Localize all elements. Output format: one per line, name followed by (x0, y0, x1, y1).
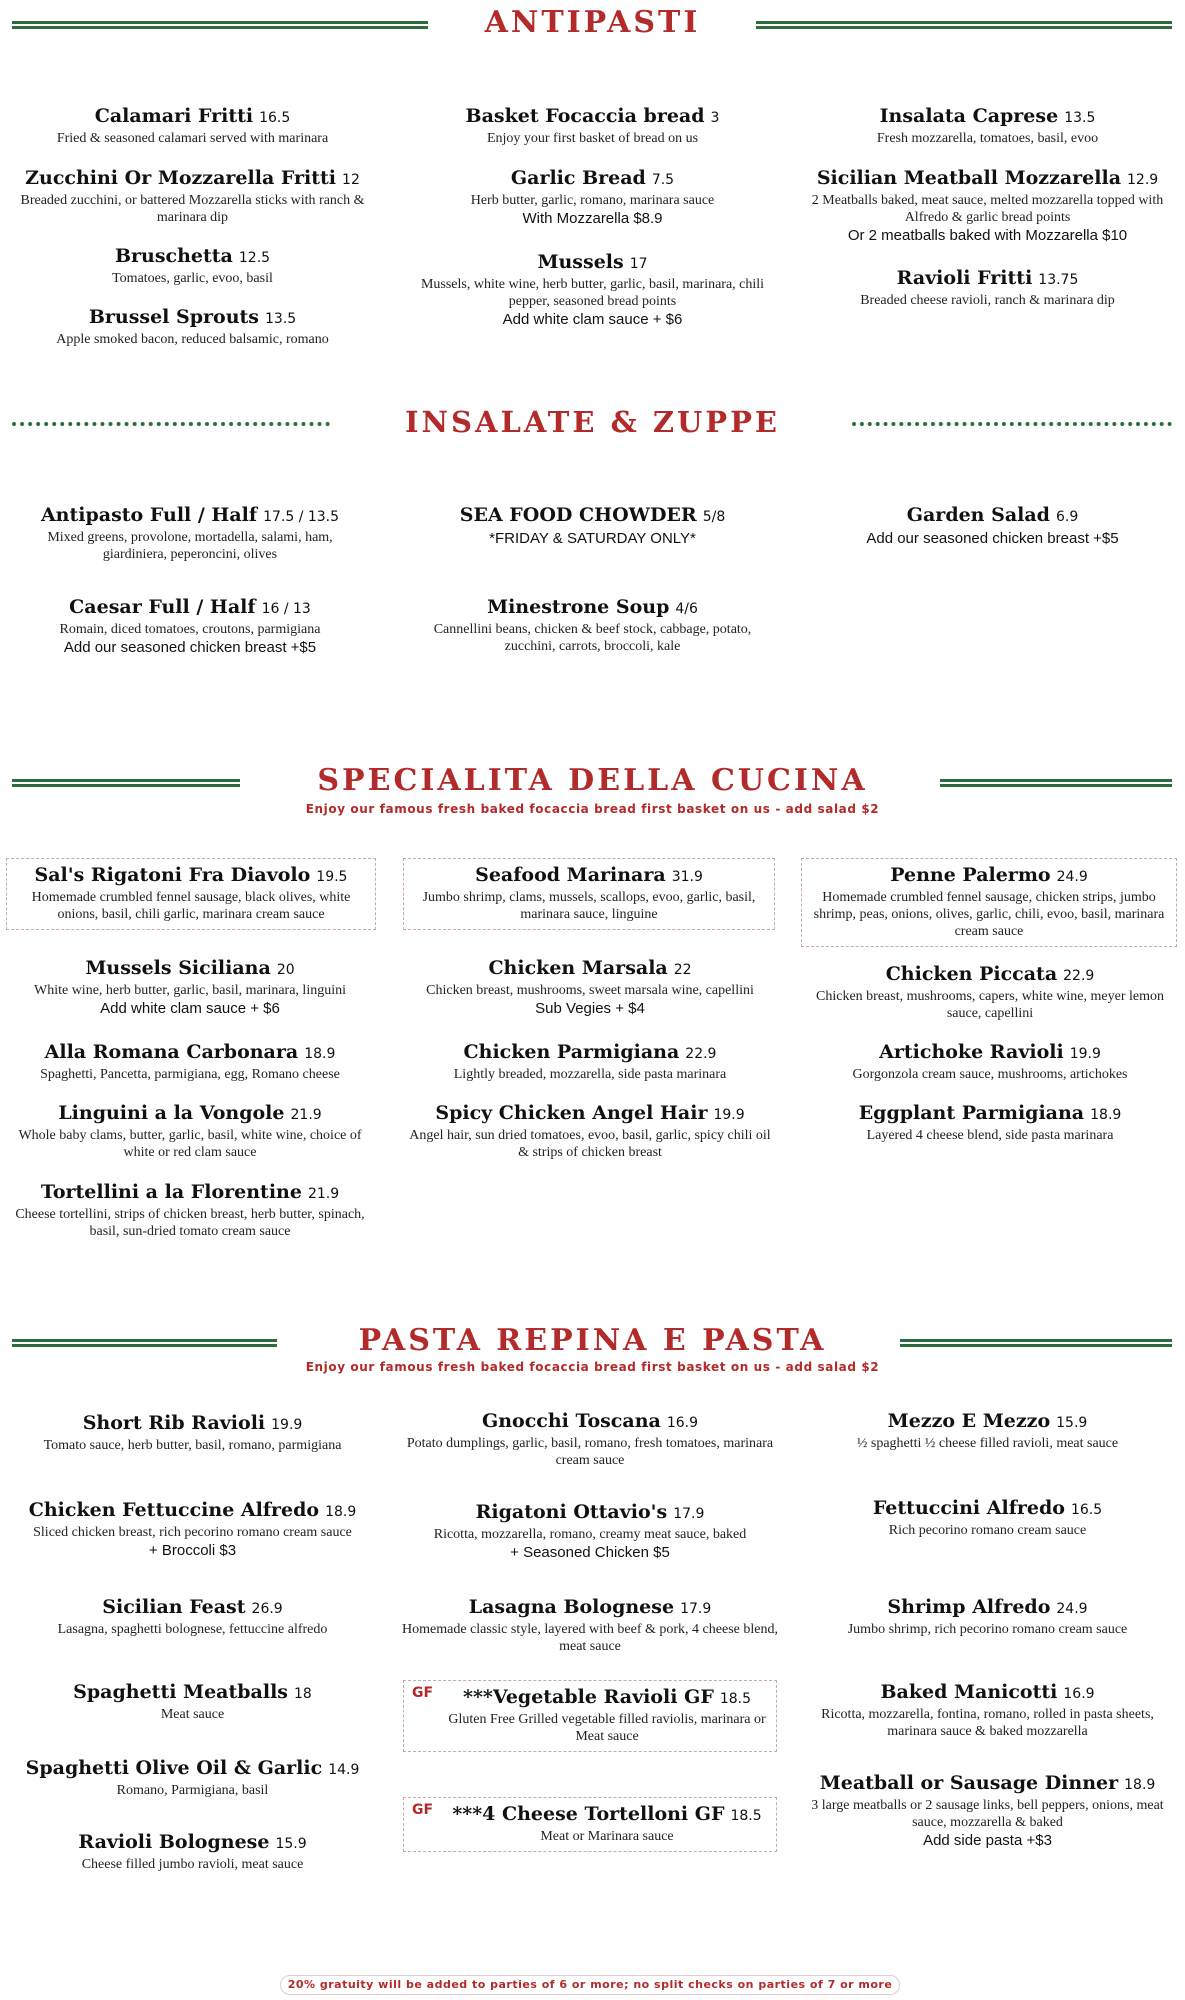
menu-item-gluten-free (403, 1797, 777, 1852)
item-price: 22.9 (685, 1046, 717, 1062)
item-name: Penne Palermo (890, 864, 1051, 886)
item-price: 21.9 (307, 1186, 340, 1202)
item-desc: Spaghetti, Pancetta, parmigiana, egg, Romano cheese (40, 1067, 340, 1082)
item-desc: Angel hair, sun dried tomatoes, evoo, basil, garlic, spicy chili oil & strips of chicken breast (409, 1128, 771, 1160)
item-price: 4/6 (675, 601, 698, 617)
menu-item (800, 166, 1175, 246)
item-desc: Chicken breast, mushrooms, sweet marsala wine, capellini (426, 983, 754, 998)
item-desc: Homemade crumbled fennel sausage, black olives, white onions, basil, chili garlic, marinara cream sauce (31, 890, 351, 922)
item-name: Chicken Piccata (885, 963, 1058, 985)
item-price: 6.9 (1055, 509, 1079, 525)
menu-item (10, 1680, 375, 1723)
item-desc: Romain, diced tomatoes, croutons, parmigiana (59, 622, 321, 637)
item-desc: Cannellini beans, chicken & beef stock, cabbage, potato, zucchini, carrots, broccoli, kale (433, 622, 752, 654)
menu-item (10, 1595, 375, 1638)
item-price: 15.9 (1056, 1415, 1088, 1431)
item-desc: Jumbo shrimp, clams, mussels, scallops, evoo, garlic, basil, marinara sauce, linguine (422, 890, 756, 922)
item-price: 15.9 (275, 1836, 307, 1852)
menu-item (10, 305, 375, 348)
menu-item (10, 1101, 370, 1161)
menu-item (805, 962, 1175, 1022)
menu-item (400, 104, 785, 147)
menu-item (10, 104, 375, 147)
section-title-specialita: SPECIALITA DELLA CUCINA (0, 766, 1185, 796)
item-price: 16.9 (666, 1415, 698, 1431)
item-name: Ravioli Bolognese (78, 1831, 270, 1853)
item-name: Chicken Marsala (488, 957, 668, 979)
menu-item (10, 244, 375, 287)
item-extra: + Seasoned Chicken $5 (510, 1544, 670, 1561)
menu-item-featured (403, 858, 775, 930)
menu-item (405, 956, 775, 1019)
menu-item (805, 1101, 1175, 1144)
item-desc: Chicken breast, mushrooms, capers, white wine, meyer lemon sauce, capellini (816, 989, 1164, 1021)
item-desc: Jumbo shrimp, rich pecorino romano cream sauce (847, 1622, 1128, 1637)
item-name: Mezzo E Mezzo (887, 1410, 1051, 1432)
item-price: 19.9 (713, 1107, 745, 1123)
item-name: Seafood Marinara (475, 864, 666, 886)
item-price: 18.9 (325, 1504, 357, 1520)
item-name: Bruschetta (114, 245, 233, 267)
item-price: 20 (276, 962, 295, 978)
item-name: Sicilian Meatball Mozzarella (816, 167, 1122, 189)
item-name: Linguini a la Vongole (58, 1102, 285, 1124)
item-name: Rigatoni Ottavio's (475, 1501, 668, 1523)
item-extra: Add white clam sauce + $6 (502, 311, 683, 328)
item-price: 13.5 (1064, 110, 1096, 126)
item-price: 31.9 (671, 869, 703, 885)
item-desc: Fresh mozzarella, tomatoes, basil, evoo (876, 131, 1099, 146)
item-name: Sal's Rigatoni Fra Diavolo (34, 864, 311, 886)
item-extra: *FRIDAY & SATURDAY ONLY* (489, 530, 696, 547)
menu-item (410, 595, 775, 655)
item-desc: Breaded cheese ravioli, ranch & marinara dip (860, 293, 1115, 308)
item-desc: Herb butter, garlic, romano, marinara sauce (470, 193, 715, 208)
menu-item (10, 1411, 375, 1454)
item-name: Meatball or Sausage Dinner (819, 1772, 1119, 1794)
item-price: 21.9 (290, 1107, 322, 1123)
menu-item (800, 1680, 1175, 1740)
menu-item (405, 1101, 775, 1161)
item-name: Garlic Bread (510, 167, 646, 189)
item-price: 14.9 (328, 1762, 360, 1778)
item-name: Tortellini a la Florentine (40, 1181, 302, 1203)
item-desc: Potato dumplings, garlic, basil, romano, fresh tomatoes, marinara cream sauce (406, 1436, 774, 1468)
gratuity-notice: 20% gratuity will be added to parties of 6 or more; no split checks on parties of 7 or more (280, 1975, 900, 1995)
item-desc: Homemade classic style, layered with beef & pork, 4 cheese blend, meat sauce (402, 1622, 778, 1654)
item-name: Caesar Full / Half (69, 596, 256, 618)
item-extra: With Mozzarella $8.9 (522, 210, 663, 227)
item-name: Ravioli Fritti (896, 267, 1033, 289)
item-price: 3 (710, 110, 720, 126)
item-price: 16 / 13 (261, 601, 311, 617)
menu-item-gluten-free (403, 1680, 777, 1752)
item-price: 18.9 (304, 1046, 336, 1062)
item-name: Basket Focaccia bread (465, 105, 705, 127)
menu-item-featured (801, 858, 1177, 947)
menu-item (800, 266, 1175, 309)
item-name: Short Rib Ravioli (82, 1412, 266, 1434)
item-name: ***4 Cheese Tortelloni GF (452, 1803, 725, 1825)
item-desc: Enjoy your first basket of bread on us (486, 131, 699, 146)
item-price: 19.5 (316, 869, 348, 885)
item-name: Mussels Siciliana (85, 957, 271, 979)
item-name: Antipasto Full / Half (40, 504, 258, 526)
menu-item (15, 503, 365, 563)
item-name: Chicken Fettuccine Alfredo (28, 1499, 320, 1521)
item-desc: Meat sauce (160, 1707, 225, 1722)
item-extra: + Broccoli $3 (148, 1542, 237, 1559)
item-price: 17 (629, 256, 648, 272)
item-desc: Ricotta, mozzarella, romano, creamy meat sauce, baked (433, 1527, 747, 1542)
menu-item (400, 1500, 780, 1563)
item-price: 19.9 (1069, 1046, 1101, 1062)
item-desc: 2 Meatballs baked, meat sauce, melted mozzarella topped with Alfredo & garlic bread points (811, 193, 1164, 225)
menu-item (800, 1409, 1175, 1452)
gf-badge: GF (412, 1802, 434, 1818)
menu-item (415, 250, 770, 330)
item-desc: 3 large meatballs or 2 sausage links, bell peppers, onions, meat sauce, mozzarella & baked (811, 1798, 1164, 1830)
item-desc: Cheese filled jumbo ravioli, meat sauce (81, 1857, 304, 1872)
menu-item-featured (6, 858, 376, 930)
item-desc: Gorgonzola cream sauce, mushrooms, artichokes (852, 1067, 1128, 1082)
item-desc: Gluten Free Grilled vegetable filled raviolis, marinara or Meat sauce (448, 1712, 766, 1744)
item-name: Chicken Parmigiana (463, 1041, 680, 1063)
item-desc: Layered 4 cheese blend, side pasta marinara (866, 1128, 1114, 1143)
menu-item (400, 166, 785, 229)
menu-item (800, 1496, 1175, 1539)
menu-item (15, 595, 365, 658)
item-desc: Homemade crumbled fennel sausage, chicken strips, jumbo shrimp, peas, onions, olives, garlic, chili, evoo, basil, marinara cream sauce (813, 890, 1165, 939)
item-desc: Tomatoes, garlic, evoo, basil (112, 271, 273, 286)
item-price: 24.9 (1056, 869, 1088, 885)
item-desc: ½ spaghetti ½ cheese filled ravioli, meat sauce (856, 1436, 1119, 1451)
item-name: Fettuccini Alfredo (872, 1497, 1065, 1519)
item-name: Gnocchi Toscana (481, 1410, 661, 1432)
menu-item (10, 1040, 370, 1083)
menu-item (410, 503, 775, 549)
item-price: 16.9 (1063, 1686, 1095, 1702)
item-price: 17.9 (673, 1506, 705, 1522)
item-name: ***Vegetable Ravioli GF (463, 1686, 714, 1708)
menu-item (400, 1409, 780, 1469)
item-price: 18.9 (1090, 1107, 1122, 1123)
item-desc: Romano, Parmigiana, basil (116, 1783, 269, 1798)
item-price: 13.5 (265, 311, 297, 327)
item-desc: Cheese tortellini, strips of chicken breast, herb butter, spinach, basil, sun-dried tomato cream sauce (15, 1207, 365, 1239)
item-extra: Add our seasoned chicken breast +$5 (866, 530, 1119, 547)
item-price: 18.5 (730, 1808, 762, 1824)
item-price: 22 (673, 962, 692, 978)
item-name: Calamari Fritti (94, 105, 254, 127)
menu-item (805, 1040, 1175, 1083)
item-name: Eggplant Parmigiana (858, 1102, 1085, 1124)
item-name: Artichoke Ravioli (879, 1041, 1064, 1063)
item-extra: Or 2 meatballs baked with Mozzarella $10 (847, 227, 1128, 244)
section-title-pasta: PASTA REPINA E PASTA (0, 1326, 1185, 1356)
section-title-antipasti: ANTIPASTI (0, 8, 1185, 38)
menu-item (10, 1756, 375, 1799)
item-name: Insalata Caprese (879, 105, 1059, 127)
item-extra: Sub Vegies + $4 (535, 1000, 645, 1017)
item-desc: Sliced chicken breast, rich pecorino romano cream sauce (33, 1525, 352, 1540)
item-price: 13.75 (1038, 272, 1079, 288)
menu-item (400, 1595, 780, 1655)
menu-item (405, 1040, 775, 1083)
item-name: Garden Salad (906, 504, 1050, 526)
item-price: 24.9 (1056, 1601, 1088, 1617)
item-desc: Mixed greens, provolone, mortadella, salami, ham, giardiniera, peperoncini, olives (47, 530, 333, 562)
item-name: Mussels (537, 251, 624, 273)
menu-item (10, 1498, 375, 1561)
menu-item (800, 104, 1175, 147)
menu-item (800, 1771, 1175, 1851)
item-price: 18 (294, 1686, 312, 1702)
section-subtitle: Enjoy our famous fresh baked focaccia bread first basket on us - add salad $2 (305, 802, 880, 816)
section-subtitle: Enjoy our famous fresh baked focaccia bread first basket on us - add salad $2 (305, 1360, 880, 1374)
item-name: Shrimp Alfredo (887, 1596, 1051, 1618)
item-name: Spicy Chicken Angel Hair (435, 1102, 708, 1124)
item-price: 16.5 (1070, 1502, 1103, 1518)
item-extra: Add side pasta +$3 (923, 1832, 1052, 1849)
item-name: SEA FOOD CHOWDER (459, 504, 697, 526)
menu-item (10, 1830, 375, 1873)
gf-badge: GF (412, 1685, 434, 1701)
item-name: Sicilian Feast (102, 1596, 246, 1618)
item-name: Minestrone Soup (487, 596, 670, 618)
item-name: Spaghetti Meatballs (73, 1681, 288, 1703)
item-extra: Add our seasoned chicken breast +$5 (63, 639, 317, 656)
item-name: Lasagna Bolognese (468, 1596, 675, 1618)
menu-item (10, 166, 375, 226)
menu-item (10, 1180, 370, 1240)
menu-item (810, 503, 1175, 549)
item-price: 16.5 (259, 110, 291, 126)
item-desc: Tomato sauce, herb butter, basil, romano, parmigiana (43, 1438, 342, 1453)
item-price: 5/8 (702, 509, 726, 525)
item-desc: Ricotta, mozzarella, fontina, romano, rolled in pasta sheets, marinara sauce & baked mozzarella (821, 1707, 1154, 1739)
item-desc: Lasagna, spaghetti bolognese, fettuccine alfredo (57, 1622, 328, 1637)
menu-item (800, 1595, 1175, 1638)
section-title-insalate: INSALATE & ZUPPE (0, 408, 1185, 437)
item-desc: Fried & seasoned calamari served with marinara (56, 131, 329, 146)
item-desc: Meat or Marinara sauce (540, 1829, 674, 1844)
item-price: 17.9 (680, 1601, 712, 1617)
item-desc: Breaded zucchini, or battered Mozzarella sticks with ranch & marinara dip (20, 193, 365, 225)
item-name: Baked Manicotti (880, 1681, 1058, 1703)
menu-item (10, 956, 370, 1019)
item-price: 17.5 / 13.5 (263, 509, 340, 525)
item-price: 18.5 (719, 1691, 751, 1707)
item-name: Alla Romana Carbonara (44, 1041, 299, 1063)
item-name: Spaghetti Olive Oil & Garlic (25, 1757, 323, 1779)
item-price: 7.5 (651, 172, 675, 188)
item-desc: Mussels, white wine, herb butter, garlic, basil, marinara, chili pepper, seasoned bread points (420, 277, 765, 309)
item-desc: Whole baby clams, butter, garlic, basil, white wine, choice of white or red clam sauce (18, 1128, 362, 1160)
item-price: 12 (342, 172, 360, 188)
item-price: 19.9 (271, 1417, 303, 1433)
item-price: 18.9 (1124, 1777, 1156, 1793)
item-price: 12.9 (1127, 172, 1159, 188)
item-name: Zucchini Or Mozzarella Fritti (25, 167, 337, 189)
item-extra: Add white clam sauce + $6 (100, 1000, 280, 1017)
item-price: 26.9 (251, 1601, 283, 1617)
item-desc: Rich pecorino romano cream sauce (888, 1523, 1087, 1538)
item-price: 22.9 (1063, 968, 1095, 984)
item-desc: Apple smoked bacon, reduced balsamic, romano (56, 332, 329, 347)
item-desc: White wine, herb butter, garlic, basil, marinara, linguini (33, 983, 346, 998)
item-price: 12.5 (238, 250, 271, 266)
item-desc: Lightly breaded, mozzarella, side pasta marinara (453, 1067, 727, 1082)
item-name: Brussel Sprouts (88, 306, 259, 328)
